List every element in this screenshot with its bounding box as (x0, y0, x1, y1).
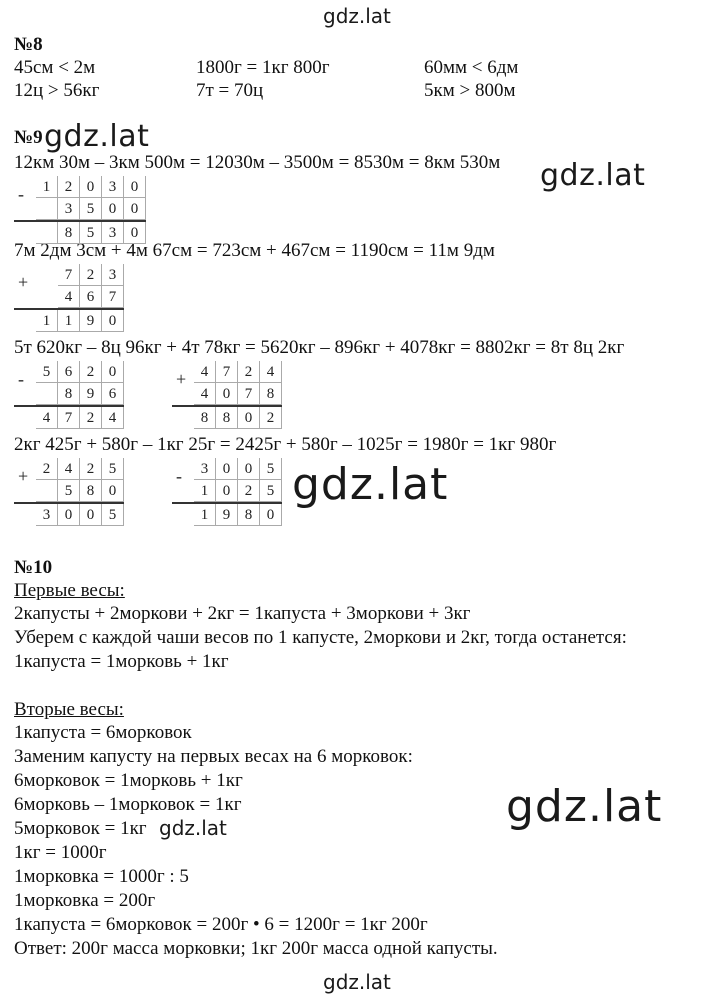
watermark: gdz.lat (506, 781, 663, 832)
digit-cell: 0 (80, 504, 102, 526)
digit-cell: 0 (238, 407, 260, 429)
task8-cell: 60мм < 6дм (424, 57, 519, 78)
digit-cell: 9 (80, 383, 102, 405)
task9-equation: 7м 2дм 3см + 4м 67см = 723см + 467см = 1190см = 11м 9дм (14, 240, 495, 261)
digit-cell: 9 (80, 310, 102, 332)
digit-cell: 2 (80, 407, 102, 429)
digit-cell: 8 (58, 383, 80, 405)
watermark: gdz.lat (44, 119, 150, 154)
digit-cell: 4 (58, 286, 80, 308)
text-line: 6морковок = 1морковь + 1кг (14, 770, 243, 791)
text-line: 1капуста = 1морковь + 1кг (14, 651, 229, 672)
digit-cell: 8 (194, 407, 216, 429)
digit-cell: 3 (102, 176, 124, 198)
watermark: gdz.lat (292, 459, 449, 510)
text-line: 1морковка = 200г (14, 890, 156, 911)
digit-cell: 0 (260, 504, 282, 526)
digit-cell: 9 (216, 504, 238, 526)
digit-cell: 2 (260, 407, 282, 429)
task9-title: №9 (14, 127, 43, 148)
digit-cell: 7 (102, 286, 124, 308)
section-heading: Первые весы: (14, 580, 125, 601)
column-addition (14, 458, 124, 526)
watermark: gdz.lat (159, 816, 227, 840)
digit-cell: 1 (36, 176, 58, 198)
task8-cell: 1800г = 1кг 800г (196, 57, 330, 78)
digit-cell: 0 (102, 310, 124, 332)
digit-cell: 8 (238, 504, 260, 526)
task8-cell: 12ц > 56кг (14, 80, 100, 101)
digit-cell: 5 (260, 458, 282, 480)
digit-cell: 6 (58, 361, 80, 383)
digit-cell: 7 (58, 407, 80, 429)
minus-sign: - (176, 466, 182, 486)
plus-sign: + (18, 272, 29, 292)
digit-cell: 7 (238, 383, 260, 405)
digit-cell: 8 (80, 480, 102, 502)
digit-cell: 5 (102, 504, 124, 526)
task10-title: №10 (14, 557, 53, 578)
result-line (14, 308, 124, 310)
digit-cell: 0 (58, 504, 80, 526)
digit-cell: 2 (58, 176, 80, 198)
digit-cell: 4 (260, 361, 282, 383)
text-line: 1морковка = 1000г : 5 (14, 866, 189, 887)
result-line (14, 220, 146, 222)
digit-cell: 4 (194, 383, 216, 405)
column-subtraction (14, 176, 146, 244)
digit-cell: 4 (36, 407, 58, 429)
digit-cell: 4 (58, 458, 80, 480)
column-subtraction (14, 361, 124, 429)
text-line: Уберем с каждой чаши весов по 1 капусте, 2моркови и 2кг, тогда останется: (14, 627, 627, 648)
digit-cell: 1 (194, 504, 216, 526)
digit-cell: 5 (58, 480, 80, 502)
digit-cell: 5 (102, 458, 124, 480)
digit-cell: 7 (216, 361, 238, 383)
digit-cell: 2 (238, 361, 260, 383)
digit-cell: 3 (36, 504, 58, 526)
digit-cell: 0 (124, 222, 146, 244)
watermark: gdz.lat (540, 158, 646, 193)
text-line: Заменим капусту на первых весах на 6 морковок: (14, 746, 413, 767)
result-line (172, 405, 282, 407)
text-line: 5морковок = 1кг (14, 818, 147, 839)
digit-cell: 0 (216, 458, 238, 480)
watermark-bottom: gdz.lat (323, 970, 391, 994)
digit-cell: 2 (238, 480, 260, 502)
task8-cell: 7т = 70ц (196, 80, 264, 101)
digit-cell: 0 (102, 361, 124, 383)
digit-cell: 8 (260, 383, 282, 405)
digit-cell: 0 (102, 480, 124, 502)
task8-cell: 5км > 800м (424, 80, 516, 101)
task8-title: №8 (14, 34, 43, 55)
digit-cell: 3 (58, 198, 80, 220)
minus-sign: - (18, 369, 24, 389)
digit-cell: 0 (216, 480, 238, 502)
digit-cell (36, 383, 58, 405)
column-addition (172, 361, 282, 429)
digit-cell: 0 (216, 383, 238, 405)
text-line: 6морковь – 1морковок = 1кг (14, 794, 242, 815)
digit-cell: 2 (80, 458, 102, 480)
digit-cell: 4 (102, 407, 124, 429)
digit-cell: 1 (58, 310, 80, 332)
text-line: 1кг = 1000г (14, 842, 107, 863)
digit-cell: 7 (58, 264, 80, 286)
digit-cell: 2 (80, 264, 102, 286)
digit-cell: 1 (194, 480, 216, 502)
text-line: 1капуста = 6морковок = 200г • 6 = 1200г = 1кг 200г (14, 914, 428, 935)
result-line (14, 405, 124, 407)
digit-cell: 0 (102, 198, 124, 220)
task9-equation: 12км 30м – 3км 500м = 12030м – 3500м = 8530м = 8км 530м (14, 152, 501, 173)
digit-cell: 0 (124, 176, 146, 198)
column-subtraction (172, 458, 282, 526)
digit-cell (36, 198, 58, 220)
digit-cell: 3 (102, 222, 124, 244)
plus-sign: + (18, 466, 29, 486)
digit-cell: 0 (80, 176, 102, 198)
result-line (172, 502, 282, 504)
task9-equation: 5т 620кг – 8ц 96кг + 4т 78кг = 5620кг – 896кг + 4078кг = 8802кг = 8т 8ц 2кг (14, 337, 625, 358)
digit-cell (36, 480, 58, 502)
digit-cell: 0 (238, 458, 260, 480)
section-heading: Вторые весы: (14, 699, 124, 720)
digit-cell: 6 (102, 383, 124, 405)
digit-cell (36, 222, 58, 244)
digit-cell: 5 (260, 480, 282, 502)
digit-cell: 2 (80, 361, 102, 383)
text-line: 1капуста = 6морковок (14, 722, 192, 743)
digit-cell: 5 (80, 198, 102, 220)
digit-cell: 2 (36, 458, 58, 480)
result-line (14, 502, 124, 504)
digit-cell: 3 (194, 458, 216, 480)
plus-sign: + (176, 369, 187, 389)
task9-equation: 2кг 425г + 580г – 1кг 25г = 2425г + 580г – 1025г = 1980г = 1кг 980г (14, 434, 557, 455)
digit-cell: 8 (58, 222, 80, 244)
task8-cell: 45см < 2м (14, 57, 96, 78)
digit-cell: 8 (216, 407, 238, 429)
digit-cell: 5 (36, 361, 58, 383)
answer-line: Ответ: 200г масса морковки; 1кг 200г масса одной капусты. (14, 938, 498, 959)
minus-sign: - (18, 184, 24, 204)
digit-cell: 4 (194, 361, 216, 383)
column-addition (14, 264, 124, 332)
text-line: 2капусты + 2моркови + 2кг = 1капуста + 3моркови + 3кг (14, 603, 471, 624)
digit-cell: 5 (80, 222, 102, 244)
digit-cell: 6 (80, 286, 102, 308)
digit-cell: 0 (124, 198, 146, 220)
watermark-top: gdz.lat (323, 4, 391, 28)
digit-cell: 1 (36, 310, 58, 332)
digit-cell: 3 (102, 264, 124, 286)
